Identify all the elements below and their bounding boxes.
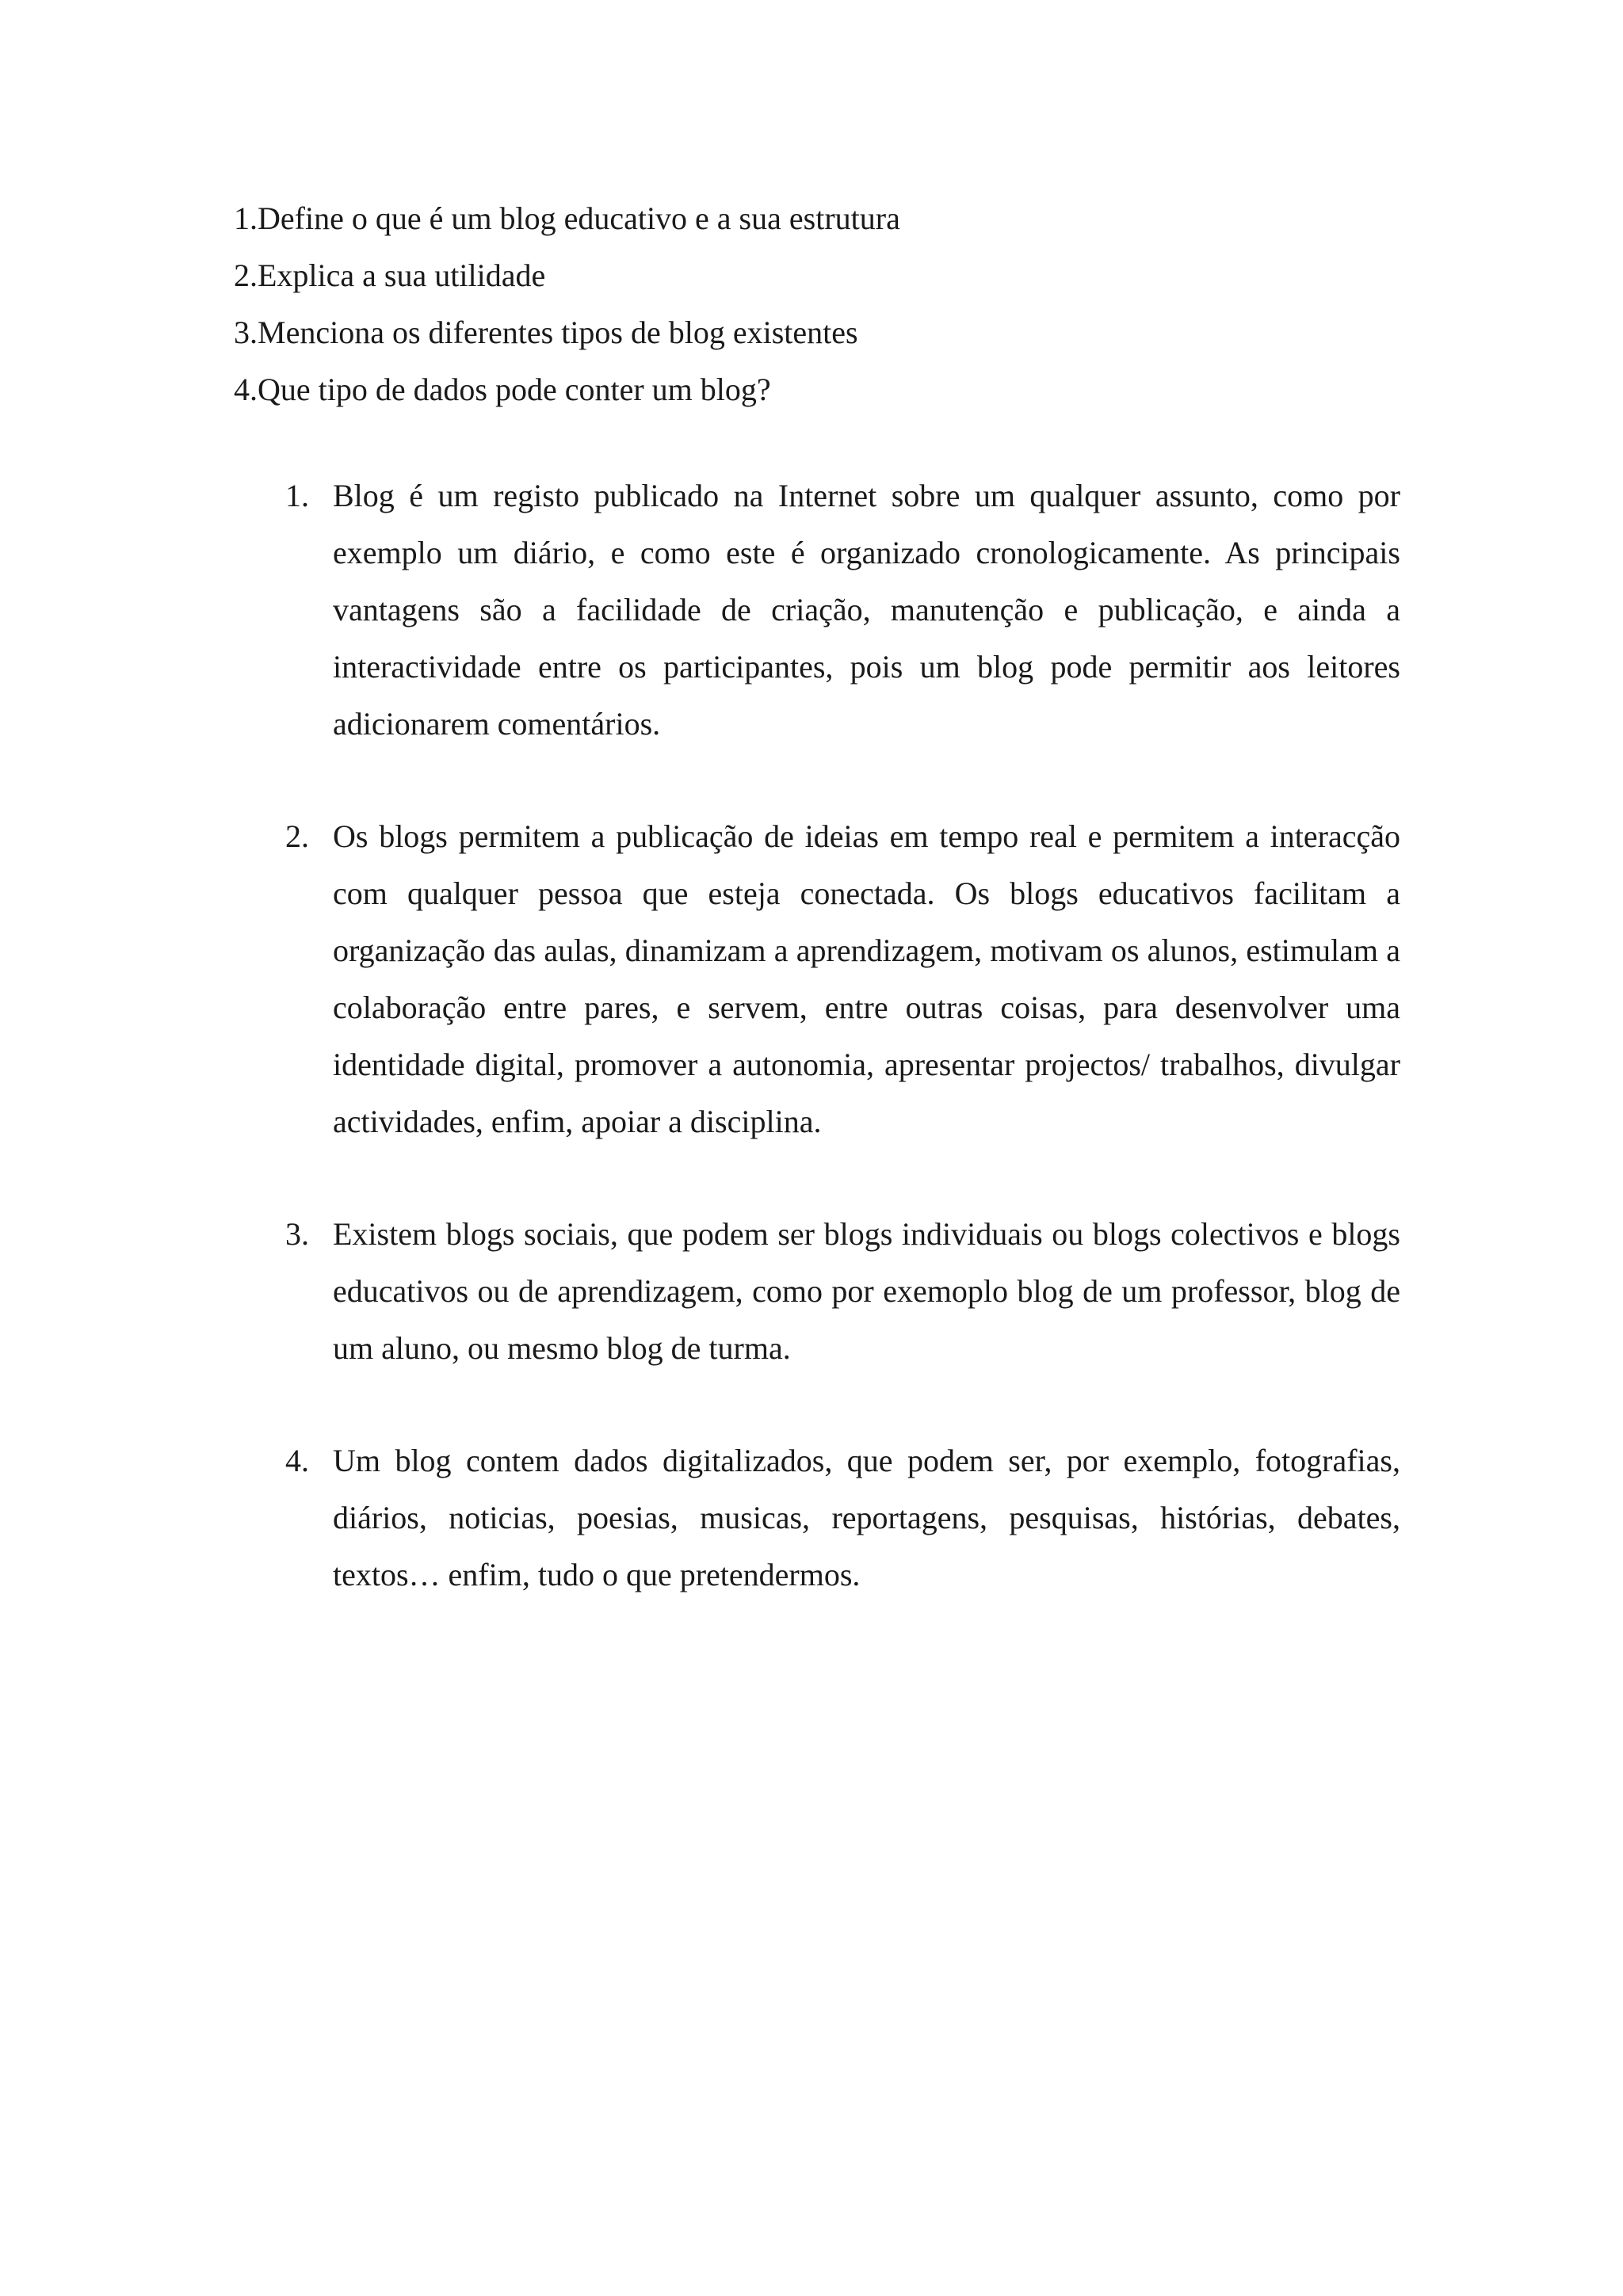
answer-number: 2.: [285, 818, 309, 854]
answer-number: 3.: [285, 1216, 309, 1252]
answer-4: [277, 1432, 1400, 1604]
answer-2: [277, 808, 1400, 1150]
question-1: 1.Define o que é um blog educativo e a sua estrutura: [234, 200, 900, 236]
answer-text: Blog é um registo publicado na Internet sobre um qualquer assunto, como por exemplo um diário, e como este é organizado cronologicamente. As principais vantagens são a facilidade de criação, manutenção e publicação, e ainda a interactividade entre os participantes, pois um blog pode permitir aos leitores adicionarem comentários.: [333, 478, 1400, 742]
answer-number: 4.: [285, 1443, 309, 1478]
answer-3: [277, 1206, 1400, 1377]
answer-text: Um blog contem dados digitalizados, que podem ser, por exemplo, fotografias, diários, noticias, poesias, musicas, reportagens, pesquisas, histórias, debates, textos… enfim, tudo o que pretendermos.: [333, 1443, 1400, 1592]
answer-text: Existem blogs sociais, que podem ser blogs individuais ou blogs colectivos e blogs educativos ou de aprendizagem, como por exemoplo blog de um professor, blog de um aluno, ou mesmo blog de turma.: [333, 1216, 1400, 1366]
question-2: 2.Explica a sua utilidade: [234, 257, 546, 293]
question-4: 4.Que tipo de dados pode conter um blog?: [234, 372, 771, 407]
answer-1: [277, 467, 1400, 753]
answer-text: Os blogs permitem a publicação de ideias em tempo real e permitem a interacção com qualquer pessoa que esteja conectada. Os blogs educativos facilitam a organização das aulas, dinamizam a aprendizagem, motivam os alunos, estimulam a colaboração entre pares, e servem, entre outras coisas, para desenvolver uma identidade digital, promover a autonomia, apresentar projectos/ trabalhos, divulgar actividades, enfim, apoiar a disciplina.: [333, 818, 1400, 1139]
answers-list: [277, 467, 1400, 1659]
questions-list: [234, 190, 1423, 418]
question-3: 3.Menciona os diferentes tipos de blog existentes: [234, 315, 858, 350]
answer-number: 1.: [285, 478, 309, 513]
